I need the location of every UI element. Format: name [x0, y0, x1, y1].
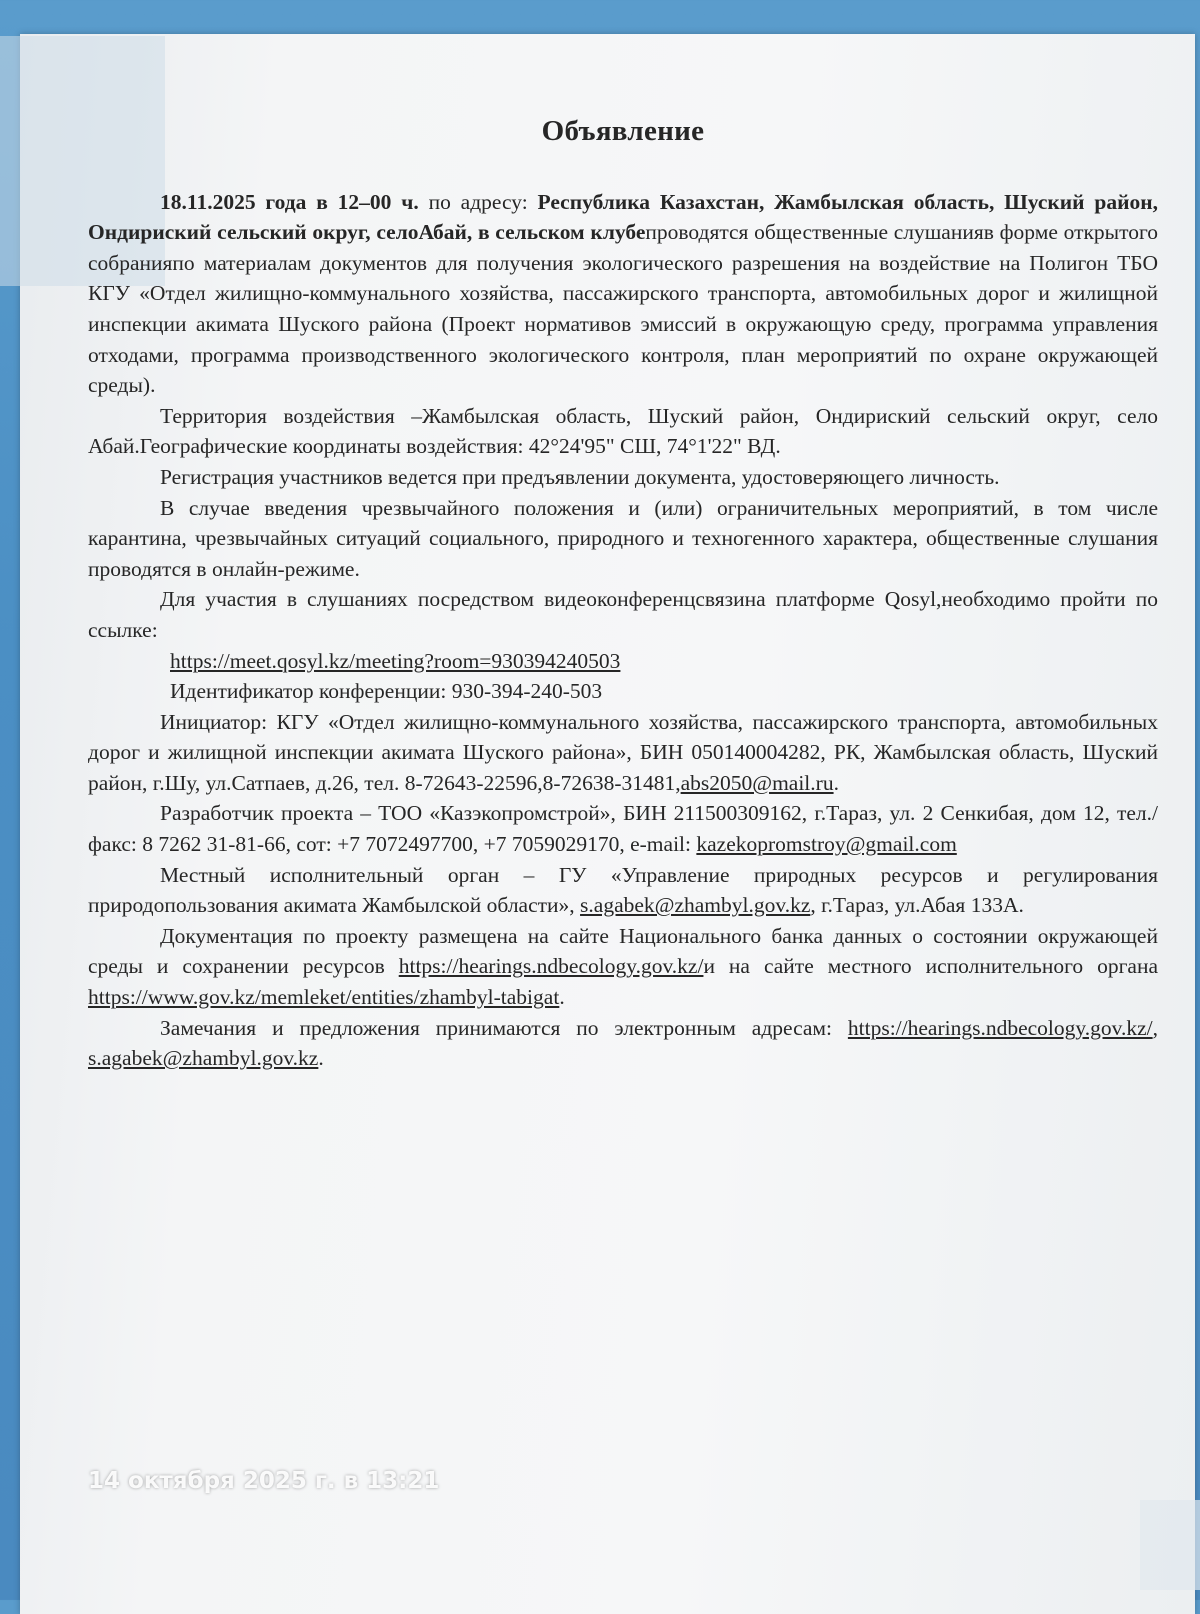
notice-body — [88, 116, 1158, 1074]
paragraph-documentation: Документация по проекту размещена на сайте Национального банка данных о состоянии окружающей среды и сохранении ресурсов https://hearings.ndbecology.gov.kz/и на сайте местного исполнительного органа https://www.gov.kz/memleket/entities/zhambyl-tabigat. — [88, 923, 1158, 1010]
photo-timestamp: 14 октября 2025 г. в 13:21 — [88, 1468, 440, 1494]
paragraph-meeting-link — [88, 646, 1158, 677]
hearing-address: Республика Казахстан, Жамбылская область, Шуский район, Ондириский сельский округ, селоАбай, в сельском клубе — [88, 189, 1159, 245]
paragraph-initiator: Инициатор: КГУ «Отдел жилищно-коммунального хозяйства, пассажирского транспорта, автомобильных дорог и жилищной инспекции акимата Шуского района», БИН 050140004282, РК, Жамбылская область, Шуский район, г.Шу, ул.Сатпаев, д.26, тел. 8-72643-22596,8-72638-31481,abs2050@mail.ru. — [88, 709, 1158, 795]
ndb-ecology-link[interactable]: https://hearings.ndbecology.gov.kz/ — [398, 954, 704, 979]
meeting-link[interactable]: https://meet.qosyl.kz/meeting?room=930394240503 — [170, 648, 621, 673]
developer-email-link[interactable]: kazekopromstroy@gmail.com — [696, 832, 957, 857]
paragraph-local-authority: Местный исполнительный орган – ГУ «Управление природных ресурсов и регулирования природопользования акимата Жамбылской области», s.agabek@zhambyl.gov.kz, г.Тараз, ул.Абая 133А. — [88, 862, 1158, 918]
paragraph-comments: Замечания и предложения принимаются по электронным адресам: https://hearings.ndbecology.gov.kz/, s.agabek@zhambyl.gov.kz. — [88, 1015, 1158, 1071]
paragraph-emergency: В случае введения чрезвычайного положения и (или) ограничительных мероприятий, в том числе карантина, чрезвычайных ситуаций социального, природного и техногенного характера, общественные слушания проводятся в онлайн-режиме. — [88, 495, 1158, 581]
notice-title: Объявление — [541, 115, 705, 147]
paragraph-hearing-announcement: 18.11.2025 года в 12–00 ч. по адресу: Республика Казахстан, Жамбылская область, Шуский район, Ондириский сельский округ, селоАбай, в сельском клубепроводятся общественные слушанияв форме открытого собранияпо материалам документов для получения экологического разрешения на воздействие на Полигон ТБО КГУ «Отдел жилищно-коммунального хозяйства, пассажирского транспорта, автомобильных дорог и жилищной инспекции акимата Шуского района (Проект нормативов эмиссий в окружающую среду, программа управления отходами, программа производственного экологического контроля, план мероприятий по охране окружающей среды). — [88, 189, 1159, 398]
gov-kz-link[interactable]: https://www.gov.kz/memleket/entities/zhambyl-tabigat — [88, 985, 560, 1010]
initiator-email-link[interactable]: abs2050@mail.ru — [680, 770, 834, 795]
paragraph-developer: Разработчик проекта – ТОО «Казэкопромстрой», БИН 211500309162, г.Тараз, ул. 2 Сенкибая, дом 12, тел./факс: 8 7262 31-81-66, сот: +7 7072497700, +7 7059029170, e-mail: kazekopromstroy@gmail.com — [88, 801, 1158, 857]
tape-strip — [1140, 1500, 1200, 1590]
paragraph-online-participation: Для участия в слушаниях посредством видеоконференцсвязина платформе Qosyl,необходимо пройти по ссылке: — [88, 587, 1158, 642]
hearing-date: 18.11.2025 года в 12–00 ч. — [160, 189, 419, 214]
authority-email-link[interactable]: s.agabek@zhambyl.gov.kz — [580, 893, 811, 918]
comments-link[interactable]: https://hearings.ndbecology.gov.kz/ — [847, 1015, 1153, 1040]
paragraph-registration: Регистрация участников ведется при предъявлении документа, удостоверяющего личность. — [160, 464, 1000, 489]
comments-email-link[interactable]: s.agabek@zhambyl.gov.kz — [88, 1046, 319, 1071]
conference-id: Идентификатор конференции: 930-394-240-503 — [170, 679, 603, 704]
paragraph-territory: Территория воздействия –Жамбылская область, Шуский район, Ондириский сельский округ, село Абай.Географические координаты воздействия: 42°24'95" СШ, 74°1'22" ВД. — [88, 403, 1158, 459]
